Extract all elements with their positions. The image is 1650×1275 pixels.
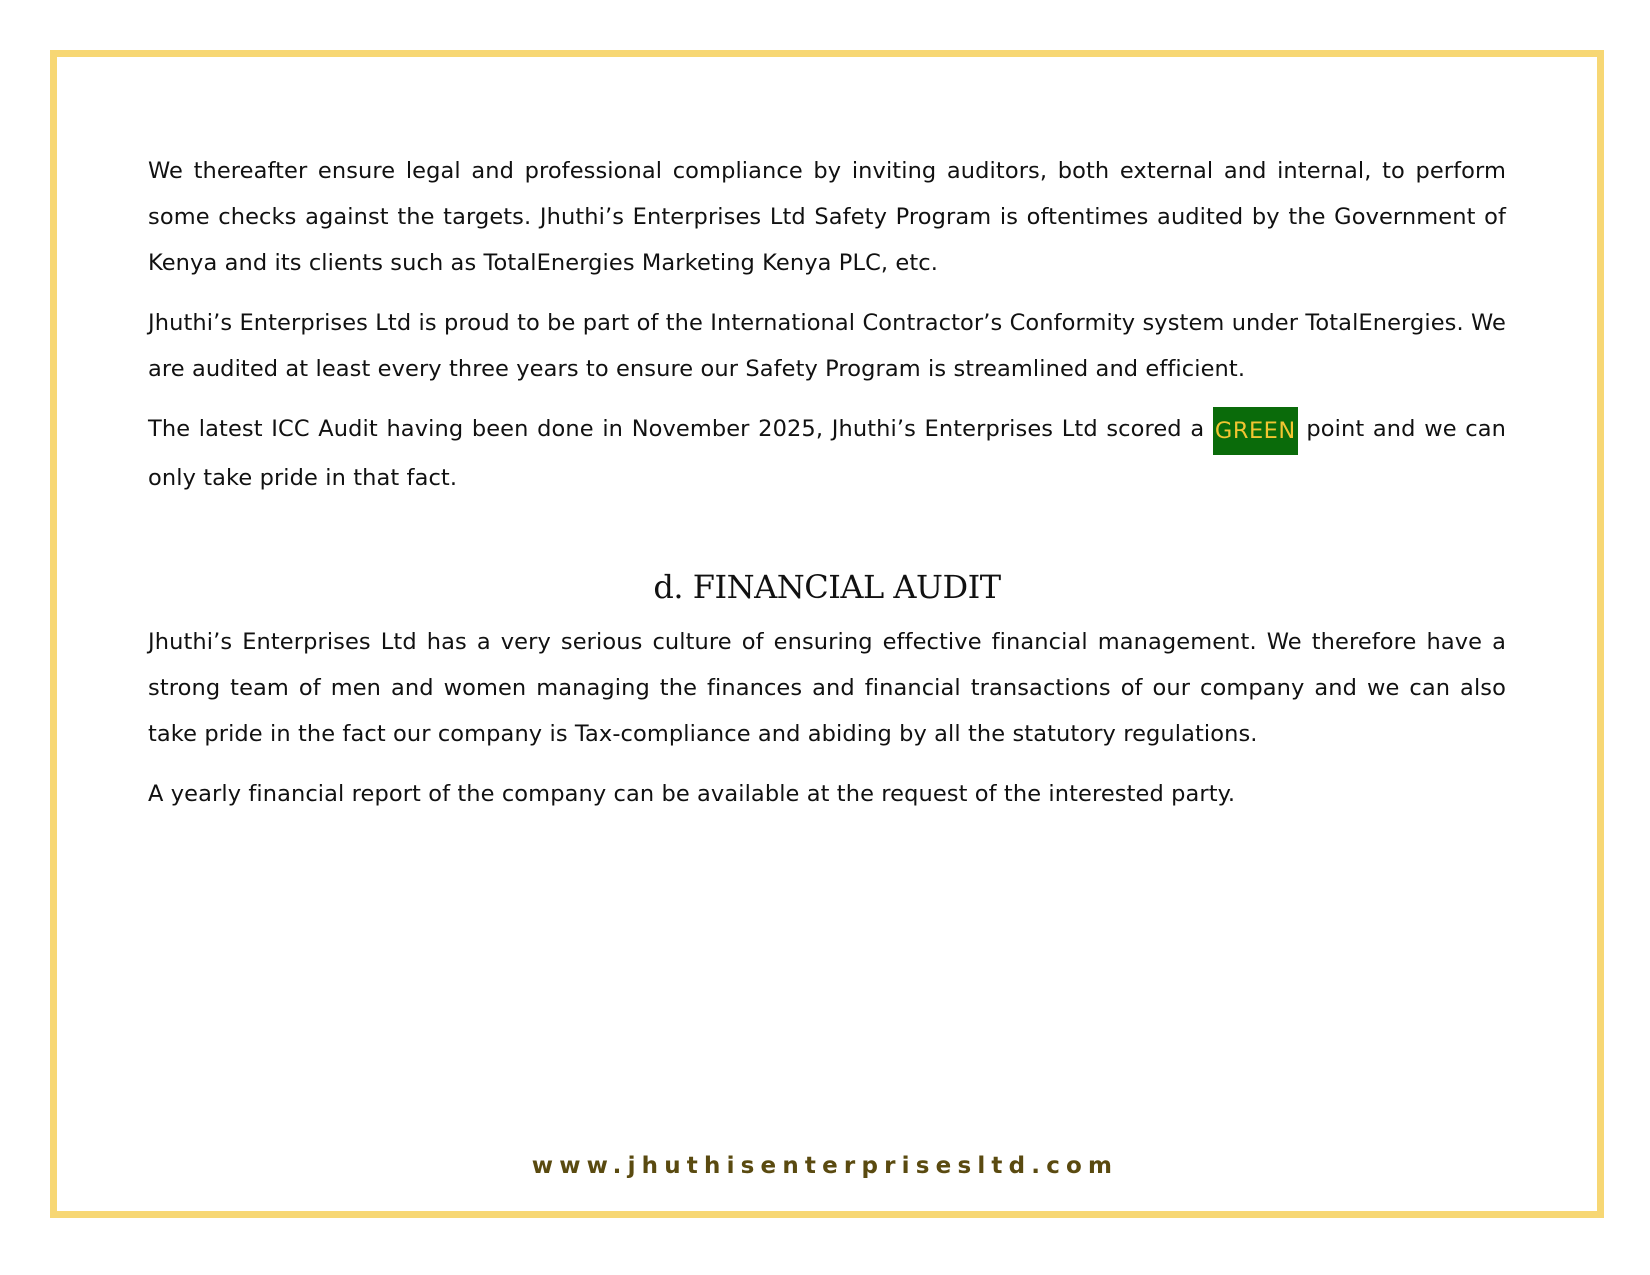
section-heading-financial-audit: d. FINANCIAL AUDIT	[653, 568, 1001, 606]
paragraph-financial-management: Jhuthi’s Enterprises Ltd has a very serious culture of ensuring effective financial management. We therefore have a strong team of men and women managing the finances and financial transactions of our company and we can also take pride in the fact our company is Tax-compliance and abiding by all the statutory regulations.	[148, 629, 1506, 747]
paragraph-financial-report: A yearly financial report of the company can be available at the request of the interested party.	[148, 781, 1236, 807]
paragraph-audit-compliance: We thereafter ensure legal and professional compliance by inviting auditors, both external and internal, to perform some checks against the targets. Jhuthi’s Enterprises Ltd Safety Program is oftentimes audited by the Government of Kenya and its clients such as TotalEnergies Marketing Kenya PLC, etc.	[148, 158, 1506, 276]
footer-website-link[interactable]: www.jhuthisenterprisesltd.com	[531, 1153, 1119, 1179]
paragraph-icc-membership: Jhuthi’s Enterprises Ltd is proud to be part of the International Contractor’s Conformity system under TotalEnergies. We are audited at least every three years to ensure our Safety Program is streamlined and efficient.	[148, 310, 1506, 382]
document-body	[148, 148, 1506, 831]
green-rating-badge: GREEN	[1213, 407, 1298, 455]
icc-result-text-before: The latest ICC Audit having been done in November 2025, Jhuthi’s Enterprises Ltd scored a	[148, 416, 1213, 442]
paragraph-icc-result	[148, 406, 1506, 501]
icc-result-text-after: point and we can only take pride in that fact.	[148, 416, 1507, 491]
